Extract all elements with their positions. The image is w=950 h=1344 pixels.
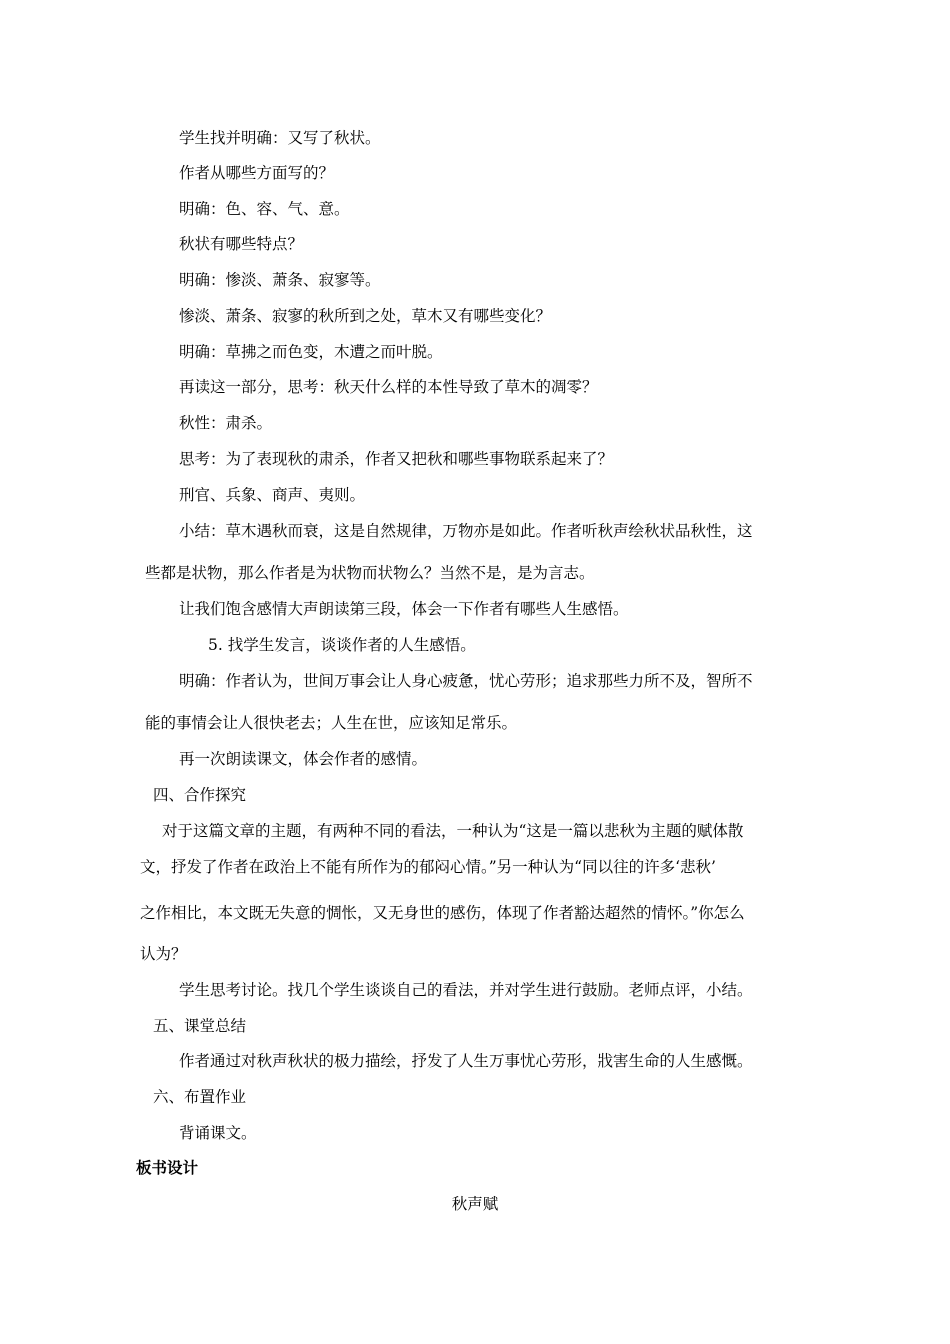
board-design-heading: 板书设计 [136,1159,199,1177]
paragraph-line: 作者通过对秋声秋状的极力描绘，抒发了人生万事忧心劳形，戕害生命的人生感慨。 [179,1052,753,1070]
paragraph-line: 认为？ [140,945,187,963]
paragraph-line: 秋状有哪些特点？ [179,235,304,253]
paragraph-line: 学生思考讨论。找几个学生谈谈自己的看法，并对学生进行鼓励。老师点评，小结。 [179,981,753,999]
board-title: 秋声赋 [451,1195,499,1213]
paragraph-line: 让我们饱含感情大声朗读第三段，体会一下作者有哪些人生感悟。 [179,600,629,618]
paragraph-line: 明确：色、容、气、意。 [179,200,350,218]
section-heading: 六、布置作业 [153,1088,247,1106]
paragraph-line: 明确：惨淡、萧条、寂寥等。 [179,271,381,289]
paragraph-line: 背诵课文。 [179,1124,257,1142]
paragraph-line: 刑官、兵象、商声、夷则。 [179,486,366,504]
paragraph-line: 作者从哪些方面写的？ [179,164,335,182]
paragraph-line: 惨淡、萧条、寂寥的秋所到之处，草木又有哪些变化？ [179,307,552,325]
paragraph-line: 明确：作者认为，世间万事会让人身心疲惫，忧心劳形；追求那些力所不及，智所不 [179,672,753,690]
paragraph-line: 明确：草拂之而色变，木遭之而叶脱。 [179,343,443,361]
numbered-item: 5. 找学生发言，谈谈作者的人生感悟。 [208,636,476,654]
paragraph-line: 小结：草木遇秋而衰，这是自然规律，万物亦是如此。作者听秋声绘秋状品秋性，这 [179,522,753,540]
paragraph-line: 文，抒发了作者在政治上不能有所作为的郁闷心情。”另一种认为“同以往的许多‘悲秋’ [140,858,716,876]
paragraph-line: 再一次朗读课文，体会作者的感情。 [179,750,428,768]
paragraph-line: 些都是状物，那么作者是为状物而状物么？当然不是，是为言志。 [145,564,595,582]
section-heading: 五、课堂总结 [153,1017,247,1035]
paragraph-line: 学生找并明确：又写了秋状。 [179,129,381,147]
paragraph-line: 秋性：肃杀。 [179,414,273,432]
paragraph-line: 对于这篇文章的主题，有两种不同的看法，一种认为“这是一篇以悲秋为主题的赋体散 [162,822,744,840]
paragraph-line: 能的事情会让人很快老去；人生在世，应该知足常乐。 [145,714,518,732]
paragraph-line: 之作相比，本文既无失意的惆怅，又无身世的感伤，体现了作者豁达超然的情怀。”你怎么 [140,904,745,922]
paragraph-line: 再读这一部分，思考：秋天什么样的本性导致了草木的凋零？ [179,378,598,396]
section-heading: 四、合作探究 [153,786,247,804]
paragraph-line: 思考：为了表现秋的肃杀，作者又把秋和哪些事物联系起来了？ [179,450,614,468]
